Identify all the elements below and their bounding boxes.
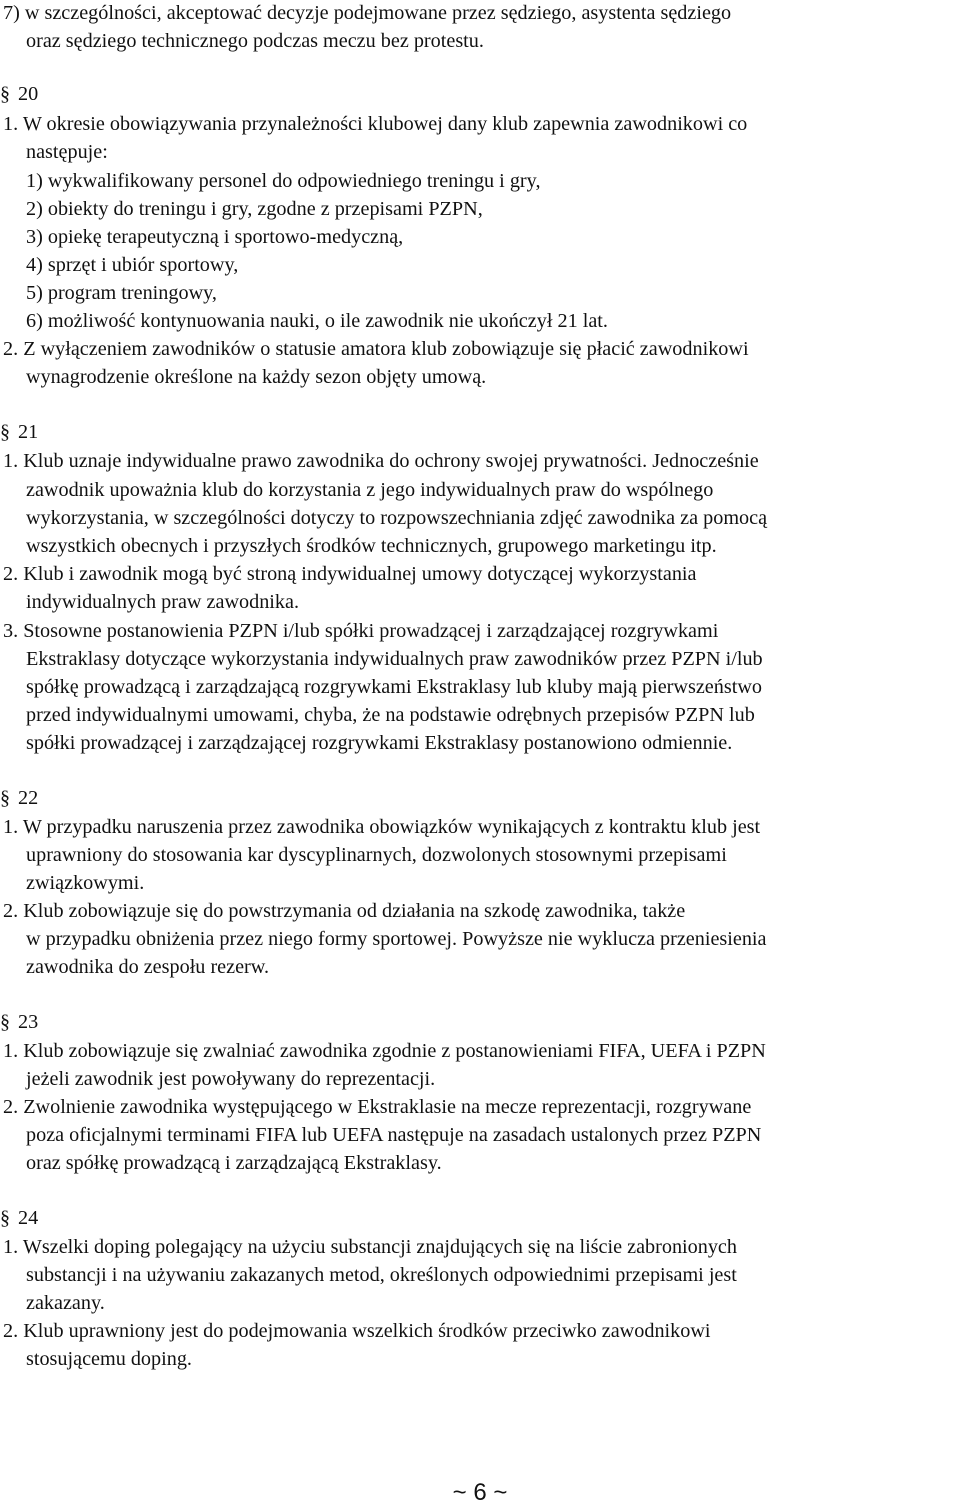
section-sign: §: [0, 1011, 10, 1033]
page-number-footer: ~ 6 ~: [452, 1479, 508, 1506]
paragraph-line: 2. Klub i zawodnik mogą być stroną indywidualnej umowy dotyczącej wykorzystania: [3, 563, 697, 585]
paragraph-line: 1. W przypadku naruszenia przez zawodnika obowiązków wynikających z kontraktu klub jest: [3, 816, 761, 838]
paragraph-line: 2. Klub uprawniony jest do podejmowania wszelkich środków przeciwko zawodnikowi: [3, 1320, 711, 1342]
paragraph-line: substancji i na używaniu zakazanych metod, określonych odpowiednimi przepisami jest: [26, 1264, 737, 1286]
paragraph-line: 2. Z wyłączeniem zawodników o statusie amatora klub zobowiązuje się płacić zawodnikowi: [3, 338, 749, 360]
paragraph-line: jeżeli zawodnik jest powoływany do reprezentacji.: [26, 1068, 436, 1090]
section-number: 22: [18, 787, 39, 809]
paragraph-line: 3. Stosowne postanowienia PZPN i/lub spółki prowadzącej i zarządzającej rozgrywkami: [3, 620, 719, 642]
list-item: 1) wykwalifikowany personel do odpowiedniego treningu i gry,: [26, 170, 541, 192]
paragraph-line: 1. W okresie obowiązywania przynależności klubowej dany klub zapewnia zawodnikowi co: [3, 113, 748, 135]
paragraph-line: stosującemu doping.: [26, 1348, 192, 1370]
section-sign: §: [0, 787, 10, 809]
list-item-7: 7) w szczególności, akceptować decyzje podejmowane przez sędziego, asystenta sędziego: [3, 2, 732, 24]
paragraph-line: następuje:: [26, 141, 108, 163]
paragraph-line: Ekstraklasy dotyczące wykorzystania indywidualnych praw zawodników przez PZPN i/lub: [26, 648, 763, 670]
paragraph-line: wykorzystania, w szczególności dotyczy to rozpowszechniania zdjęć zawodnika za pomocą: [26, 507, 768, 529]
section-heading-21: [0, 418, 38, 447]
paragraph-line: zakazany.: [26, 1292, 105, 1314]
section-heading-20: [0, 80, 38, 109]
paragraph-line: 1. Wszelki doping polegający na użyciu substancji znajdujących się na liście zabronionych: [3, 1236, 737, 1258]
section-number: 23: [18, 1011, 39, 1033]
paragraph-line: poza oficjalnymi terminami FIFA lub UEFA następuje na zasadach ustalonych przez PZPN: [26, 1124, 762, 1146]
paragraph-line: 2. Zwolnienie zawodnika występującego w Ekstraklasie na mecze reprezentacji, rozgrywane: [3, 1096, 752, 1118]
paragraph-line: wynagrodzenie określone na każdy sezon objęty umową.: [26, 366, 487, 388]
list-item: 5) program treningowy,: [26, 282, 217, 304]
paragraph-line: spółkę prowadzącą i zarządzającą rozgrywkami Ekstraklasy lub kluby mają pierwszeństwo: [26, 676, 762, 698]
paragraph-line: w przypadku obniżenia przez niego formy sportowej. Powyższe nie wyklucza przeniesienia: [26, 928, 767, 950]
list-item: 2) obiekty do treningu i gry, zgodne z przepisami PZPN,: [26, 198, 483, 220]
list-item: 4) sprzęt i ubiór sportowy,: [26, 254, 239, 276]
paragraph-line: 1. Klub zobowiązuje się zwalniać zawodnika zgodnie z postanowieniami FIFA, UEFA i PZPN: [3, 1040, 766, 1062]
section-sign: §: [0, 1207, 10, 1229]
paragraph-line: indywidualnych praw zawodnika.: [26, 591, 300, 613]
paragraph-line: zawodnika do zespołu rezerw.: [26, 956, 270, 978]
paragraph-line: uprawniony do stosowania kar dyscyplinarnych, dozwolonych stosownymi przepisami: [26, 844, 727, 866]
section-heading-23: [0, 1008, 38, 1037]
paragraph-line: przed indywidualnymi umowami, chyba, że na podstawie odrębnych przepisów PZPN lub: [26, 704, 755, 726]
list-item-7-continuation: oraz sędziego technicznego podczas meczu bez protestu.: [26, 30, 484, 52]
paragraph-line: związkowymi.: [26, 872, 145, 894]
section-sign: §: [0, 83, 10, 105]
section-heading-24: [0, 1204, 38, 1233]
section-sign: §: [0, 421, 10, 443]
section-heading-22: [0, 784, 38, 813]
section-number: 21: [18, 421, 39, 443]
paragraph-line: wszystkich obecnych i przyszłych środków technicznych, grupowego marketingu itp.: [26, 535, 717, 557]
paragraph-line: spółki prowadzącej i zarządzającej rozgrywkami Ekstraklasy postanowiono odmiennie.: [26, 732, 733, 754]
list-item: 6) możliwość kontynuowania nauki, o ile zawodnik nie ukończył 21 lat.: [26, 310, 608, 332]
section-number: 20: [18, 83, 39, 105]
paragraph-line: 2. Klub zobowiązuje się do powstrzymania od działania na szkodę zawodnika, także: [3, 900, 686, 922]
paragraph-line: 1. Klub uznaje indywidualne prawo zawodnika do ochrony swojej prywatności. Jednocześnie: [3, 450, 759, 472]
paragraph-line: zawodnik upoważnia klub do korzystania z jego indywidualnych praw do wspólnego: [26, 479, 714, 501]
paragraph-line: oraz spółkę prowadzącą i zarządzającą Ekstraklasy.: [26, 1152, 442, 1174]
list-item: 3) opiekę terapeutyczną i sportowo-medyczną,: [26, 226, 404, 248]
section-number: 24: [18, 1207, 39, 1229]
